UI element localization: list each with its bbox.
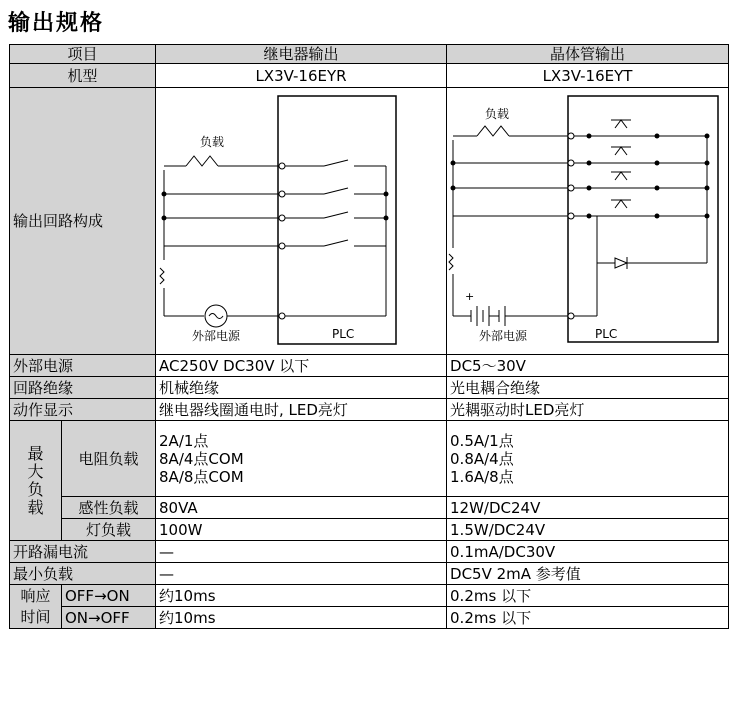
- indicator-row: [10, 399, 729, 421]
- on-off-transistor: 0.2ms 以下: [447, 607, 729, 629]
- lamp-load-label: 灯负载: [62, 519, 156, 541]
- max-load-char-1: 最: [27, 443, 44, 463]
- resistive-load-relay: [156, 421, 447, 497]
- max-load-char-2: 大: [27, 461, 44, 481]
- circuit-label: 输出回路构成: [10, 88, 156, 355]
- indicator-relay: 继电器线圈通电时, LED亮灯: [156, 399, 447, 421]
- relay-plc-label: PLC: [332, 327, 355, 341]
- resistive-load-row: [10, 421, 729, 497]
- off-on-label: OFF→ON: [62, 585, 156, 607]
- resistive-load-transistor: [447, 421, 729, 497]
- plus-mark: +: [465, 290, 475, 303]
- inductive-load-label: 感性负载: [62, 497, 156, 519]
- lamp-load-transistor: 1.5W/DC24V: [447, 519, 729, 541]
- isolation-row: [10, 377, 729, 399]
- header-relay: 继电器输出: [156, 45, 447, 64]
- transistor-circuit-diagram: [447, 88, 729, 350]
- response-label-bottom: 时间: [10, 607, 62, 629]
- resistive-relay-line-1: 2A/1点: [159, 431, 209, 450]
- inductive-load-relay: 80VA: [156, 497, 447, 519]
- indicator-transistor: 光耦驱动时LED亮灯: [447, 399, 729, 421]
- ext-power-transistor: DC5～30V: [447, 355, 729, 377]
- resistive-transistor-line-2: 0.8A/4点: [450, 449, 514, 468]
- header-row: [10, 45, 729, 64]
- inductive-load-transistor: 12W/DC24V: [447, 497, 729, 519]
- min-load-row: [10, 563, 729, 585]
- transistor-plc-label: PLC: [595, 327, 618, 341]
- leakage-row: [10, 541, 729, 563]
- leakage-relay: —: [156, 541, 447, 563]
- model-label: 机型: [10, 64, 156, 88]
- resistive-transistor-line-1: 0.5A/1点: [450, 431, 514, 450]
- page-title: 输出规格: [8, 11, 105, 36]
- relay-ext-power-label: 外部电源: [192, 329, 241, 343]
- transistor-load-label: 负载: [485, 107, 510, 121]
- isolation-relay: 机械绝缘: [156, 377, 447, 399]
- min-load-relay: —: [156, 563, 447, 585]
- circuit-row: [10, 88, 729, 355]
- relay-load-label: 负载: [200, 135, 225, 149]
- resistive-load-label: 电阻负载: [62, 421, 156, 497]
- leakage-label: 开路漏电流: [10, 541, 156, 563]
- output-spec-table: [9, 44, 729, 629]
- resistive-transistor-line-3: 1.6A/8点: [450, 467, 514, 486]
- off-on-transistor: 0.2ms 以下: [447, 585, 729, 607]
- model-row: [10, 64, 729, 88]
- on-off-relay: 约10ms: [156, 607, 447, 629]
- max-load-label: [10, 421, 62, 541]
- response-label-top: 响应: [10, 585, 62, 607]
- ext-power-label: 外部电源: [10, 355, 156, 377]
- resistive-relay-line-2: 8A/4点COM: [159, 449, 244, 468]
- isolation-transistor: 光电耦合绝缘: [447, 377, 729, 399]
- lamp-load-relay: 100W: [156, 519, 447, 541]
- min-load-label: 最小负载: [10, 563, 156, 585]
- inductive-load-row: [10, 497, 729, 519]
- indicator-label: 动作显示: [10, 399, 156, 421]
- on-off-label: ON→OFF: [62, 607, 156, 629]
- response-off-on-row: [10, 585, 729, 607]
- max-load-char-4: 载: [27, 497, 44, 517]
- model-relay: LX3V-16EYR: [156, 64, 447, 88]
- leakage-transistor: 0.1mA/DC30V: [447, 541, 729, 563]
- lamp-load-row: [10, 519, 729, 541]
- header-transistor: 晶体管输出: [447, 45, 729, 64]
- header-item: 项目: [10, 45, 156, 64]
- ext-power-row: [10, 355, 729, 377]
- model-transistor: LX3V-16EYT: [447, 64, 729, 88]
- response-on-off-row: [10, 607, 729, 629]
- resistive-relay-line-3: 8A/8点COM: [159, 467, 244, 486]
- transistor-ext-power-label: 外部电源: [479, 329, 528, 343]
- off-on-relay: 约10ms: [156, 585, 447, 607]
- max-load-char-3: 负: [27, 479, 44, 499]
- ext-power-relay: AC250V DC30V 以下: [156, 355, 447, 377]
- isolation-label: 回路绝缘: [10, 377, 156, 399]
- min-load-transistor: DC5V 2mA 参考值: [447, 563, 729, 585]
- transistor-circuit-cell: [447, 88, 729, 355]
- relay-circuit-cell: [156, 88, 447, 355]
- relay-circuit-diagram: [156, 88, 447, 350]
